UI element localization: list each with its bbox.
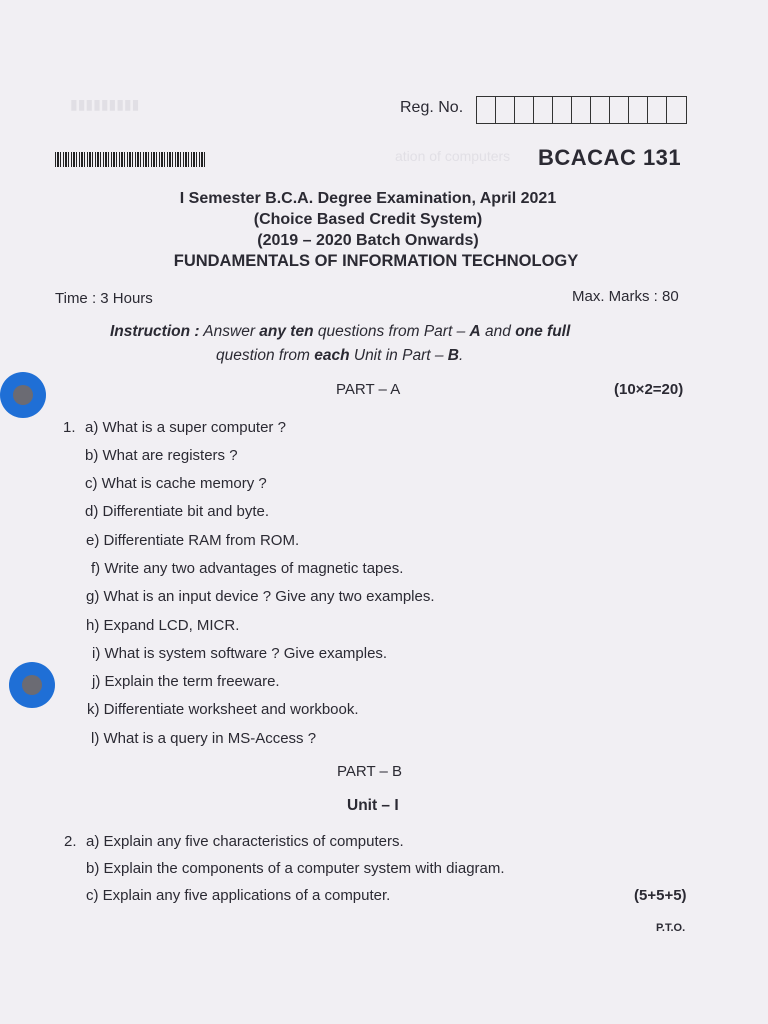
- reg-no-cell: [591, 97, 610, 123]
- item-label: h): [86, 617, 100, 634]
- exam-system: (Choice Based Credit System): [253, 211, 483, 228]
- question-number: 1.: [63, 419, 76, 436]
- item-text: Expand LCD, MICR.: [103, 617, 240, 634]
- reg-no-cell: [648, 97, 667, 123]
- list-item: [86, 833, 404, 850]
- subject-title: FUNDAMENTALS OF INFORMATION TECHNOLOGY: [173, 252, 579, 270]
- item-text: Explain the term freeware.: [104, 673, 280, 690]
- item-label: g): [86, 588, 100, 605]
- reg-no-cell: [534, 97, 553, 123]
- item-text: What is system software ? Give examples.: [104, 645, 388, 662]
- list-item: [92, 645, 387, 662]
- item-label: c): [85, 475, 98, 492]
- instruction-line-1: [110, 323, 570, 341]
- list-item: [85, 419, 286, 436]
- reg-no-cell: [477, 97, 496, 123]
- instruction-text: and: [480, 323, 516, 340]
- item-label: b): [85, 447, 99, 464]
- instruction-emphasis: any ten: [259, 323, 314, 340]
- item-label: d): [85, 503, 99, 520]
- instruction-emphasis: A: [469, 323, 481, 340]
- item-text: Explain the components of a computer system with diagram.: [103, 860, 505, 877]
- instruction-text: Unit in Part –: [349, 347, 448, 364]
- item-text: Differentiate bit and byte.: [102, 503, 270, 520]
- instruction-label: Instruction :: [110, 323, 200, 340]
- barcode-icon: [55, 152, 205, 167]
- item-label: b): [86, 860, 100, 877]
- part-a-marks: (10×2=20): [614, 381, 684, 398]
- item-label: i): [92, 645, 101, 662]
- reg-no-cell: [610, 97, 629, 123]
- item-text: What is a super computer ?: [102, 419, 286, 436]
- instruction-text: Answer: [199, 323, 260, 340]
- list-item: [86, 588, 435, 605]
- list-item: [86, 532, 299, 549]
- exam-batch: (2019 – 2020 Batch Onwards): [257, 232, 479, 249]
- item-text: What are registers ?: [102, 447, 238, 464]
- list-item: [85, 447, 238, 464]
- show-through-text: ▮▮▮▮▮▮▮▮▮: [70, 96, 140, 112]
- instruction-text: .: [458, 347, 464, 364]
- item-text: Explain any five applications of a computer.: [102, 887, 391, 904]
- list-item: [86, 887, 390, 904]
- item-label: f): [91, 560, 101, 577]
- reg-no-boxes: [476, 96, 687, 124]
- item-label: k): [87, 701, 100, 718]
- max-marks: Max. Marks : 80: [572, 288, 679, 305]
- punch-hole-icon: [9, 662, 55, 708]
- instruction-line-2: [216, 347, 463, 365]
- item-label: e): [86, 532, 100, 549]
- item-text: What is cache memory ?: [101, 475, 267, 492]
- item-label: j): [92, 673, 101, 690]
- pto-label: P.T.O.: [656, 922, 686, 934]
- list-item: [87, 701, 359, 718]
- instruction-text: question from: [216, 347, 315, 364]
- instruction-emphasis: each: [314, 347, 350, 364]
- part-b-title: PART – B: [337, 763, 403, 780]
- list-item: [85, 475, 267, 492]
- instruction-text: questions from Part –: [313, 323, 470, 340]
- item-text: What is an input device ? Give any two examples.: [103, 588, 435, 605]
- list-item: [91, 560, 403, 577]
- reg-no-label: Reg. No.: [400, 99, 464, 116]
- list-item: [86, 860, 505, 877]
- reg-no-cell: [572, 97, 591, 123]
- item-text: What is a query in MS-Access ?: [103, 730, 317, 747]
- item-label: a): [85, 419, 99, 436]
- item-text: Explain any five characteristics of computers.: [103, 833, 404, 850]
- reg-no-cell: [629, 97, 648, 123]
- list-item: [86, 617, 239, 634]
- reg-no-cell: [515, 97, 534, 123]
- question-number: 2.: [64, 833, 77, 850]
- item-text: Differentiate worksheet and workbook.: [103, 701, 359, 718]
- list-item: [85, 503, 269, 520]
- instruction-emphasis: one full: [515, 323, 571, 340]
- list-item: [91, 730, 316, 747]
- list-item: [92, 673, 280, 690]
- punch-hole-icon: [0, 372, 46, 418]
- instruction-emphasis: B: [447, 347, 459, 364]
- exam-duration: Time : 3 Hours: [55, 290, 153, 307]
- item-label: l): [91, 730, 100, 747]
- reg-no-cell: [667, 97, 686, 123]
- item-text: Write any two advantages of magnetic tapes.: [104, 560, 404, 577]
- unit-title: Unit – I: [347, 797, 399, 814]
- course-code: BCACAC 131: [538, 145, 682, 170]
- exam-title: I Semester B.C.A. Degree Examination, April 2021: [179, 190, 557, 207]
- item-label: c): [86, 887, 99, 904]
- reg-no-cell: [553, 97, 572, 123]
- item-label: a): [86, 833, 100, 850]
- item-text: Differentiate RAM from ROM.: [103, 532, 300, 549]
- show-through-text: ation of computers: [395, 148, 511, 164]
- part-a-title: PART – A: [336, 381, 401, 398]
- reg-no-cell: [496, 97, 515, 123]
- part-b-marks: (5+5+5): [634, 887, 687, 904]
